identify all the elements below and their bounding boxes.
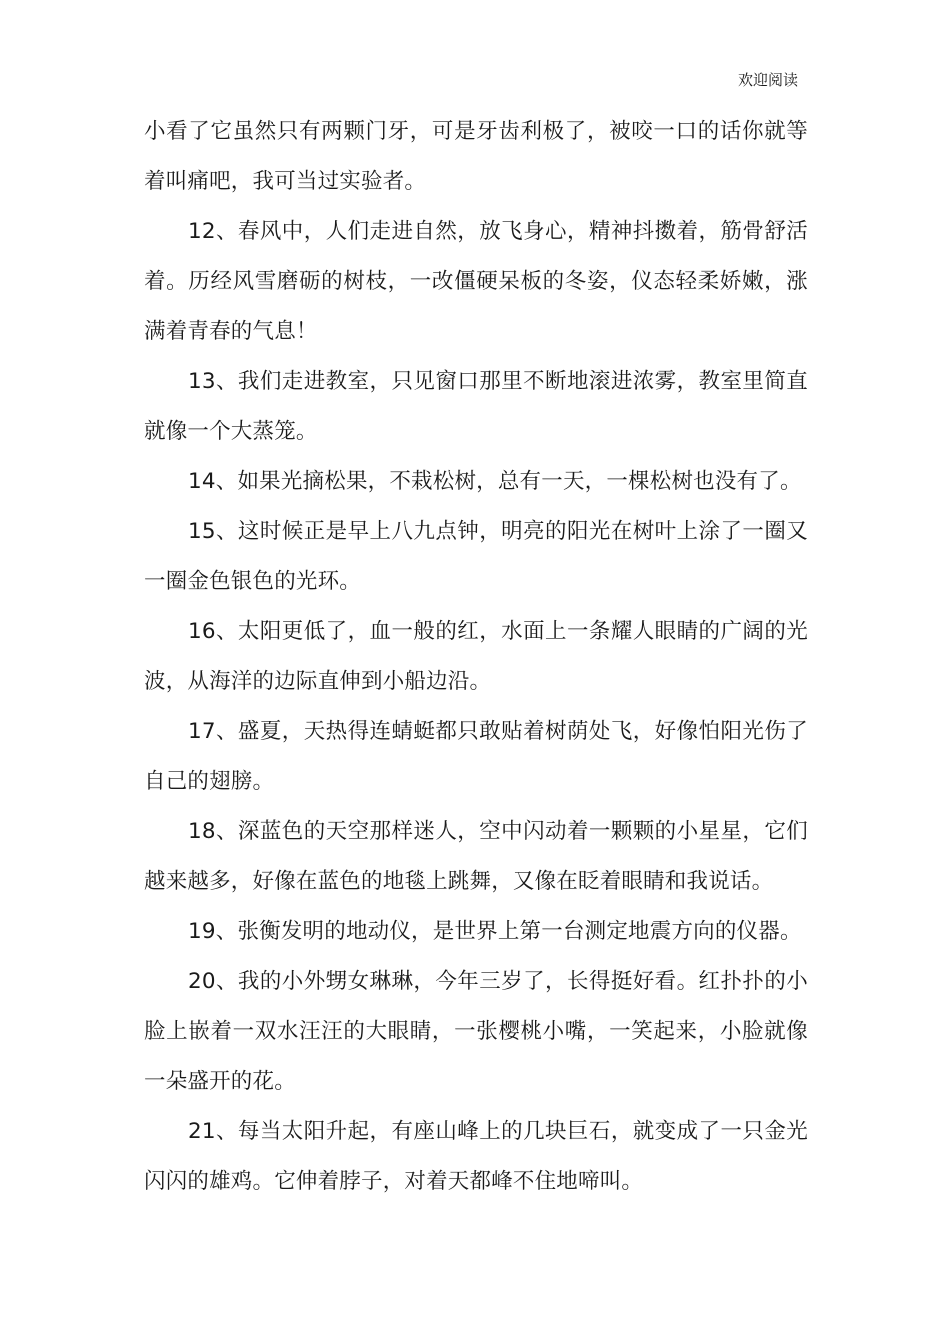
- paragraph-13: 13、我们走进教室，只见窗口那里不断地滚进浓雾，教室里简直就像一个大蒸笼。: [144, 369, 808, 444]
- paragraph-continuation: 小看了它虽然只有两颗门牙，可是牙齿利极了，被咬一口的话你就等着叫痛吧，我可当过实验者。: [144, 119, 808, 194]
- page-header: 欢迎阅读: [737, 71, 798, 89]
- paragraph-18: 18、深蓝色的天空那样迷人，空中闪动着一颗颗的小星星，它们越来越多，好像在蓝色的地毯上跳舞，又像在眨着眼睛和我说话。: [144, 819, 808, 894]
- document-body: [144, 107, 808, 1207]
- paragraph-17: 17、盛夏，天热得连蜻蜓都只敢贴着树荫处飞，好像怕阳光伤了自己的翅膀。: [144, 719, 808, 794]
- paragraph-19: 19、张衡发明的地动仪，是世界上第一台测定地震方向的仪器。: [188, 919, 802, 944]
- paragraph-20: 20、我的小外甥女琳琳，今年三岁了，长得挺好看。红扑扑的小脸上嵌着一双水汪汪的大眼睛，一张樱桃小嘴，一笑起来，小脸就像一朵盛开的花。: [144, 969, 808, 1094]
- paragraph-21: 21、每当太阳升起，有座山峰上的几块巨石，就变成了一只金光闪闪的雄鸡。它伸着脖子，对着天都峰不住地啼叫。: [144, 1119, 808, 1194]
- paragraph-12: 12、春风中，人们走进自然，放飞身心，精神抖擞着，筋骨舒活着。历经风雪磨砺的树枝，一改僵硬呆板的冬姿，仪态轻柔娇嫩，涨满着青春的气息！: [144, 219, 808, 344]
- paragraph-16: 16、太阳更低了，血一般的红，水面上一条耀人眼睛的广阔的光波，从海洋的边际直伸到小船边沿。: [144, 619, 808, 694]
- paragraph-15: 15、这时候正是早上八九点钟，明亮的阳光在树叶上涂了一圈又一圈金色银色的光环。: [144, 519, 808, 594]
- paragraph-14: 14、如果光摘松果，不栽松树，总有一天，一棵松树也没有了。: [188, 469, 802, 494]
